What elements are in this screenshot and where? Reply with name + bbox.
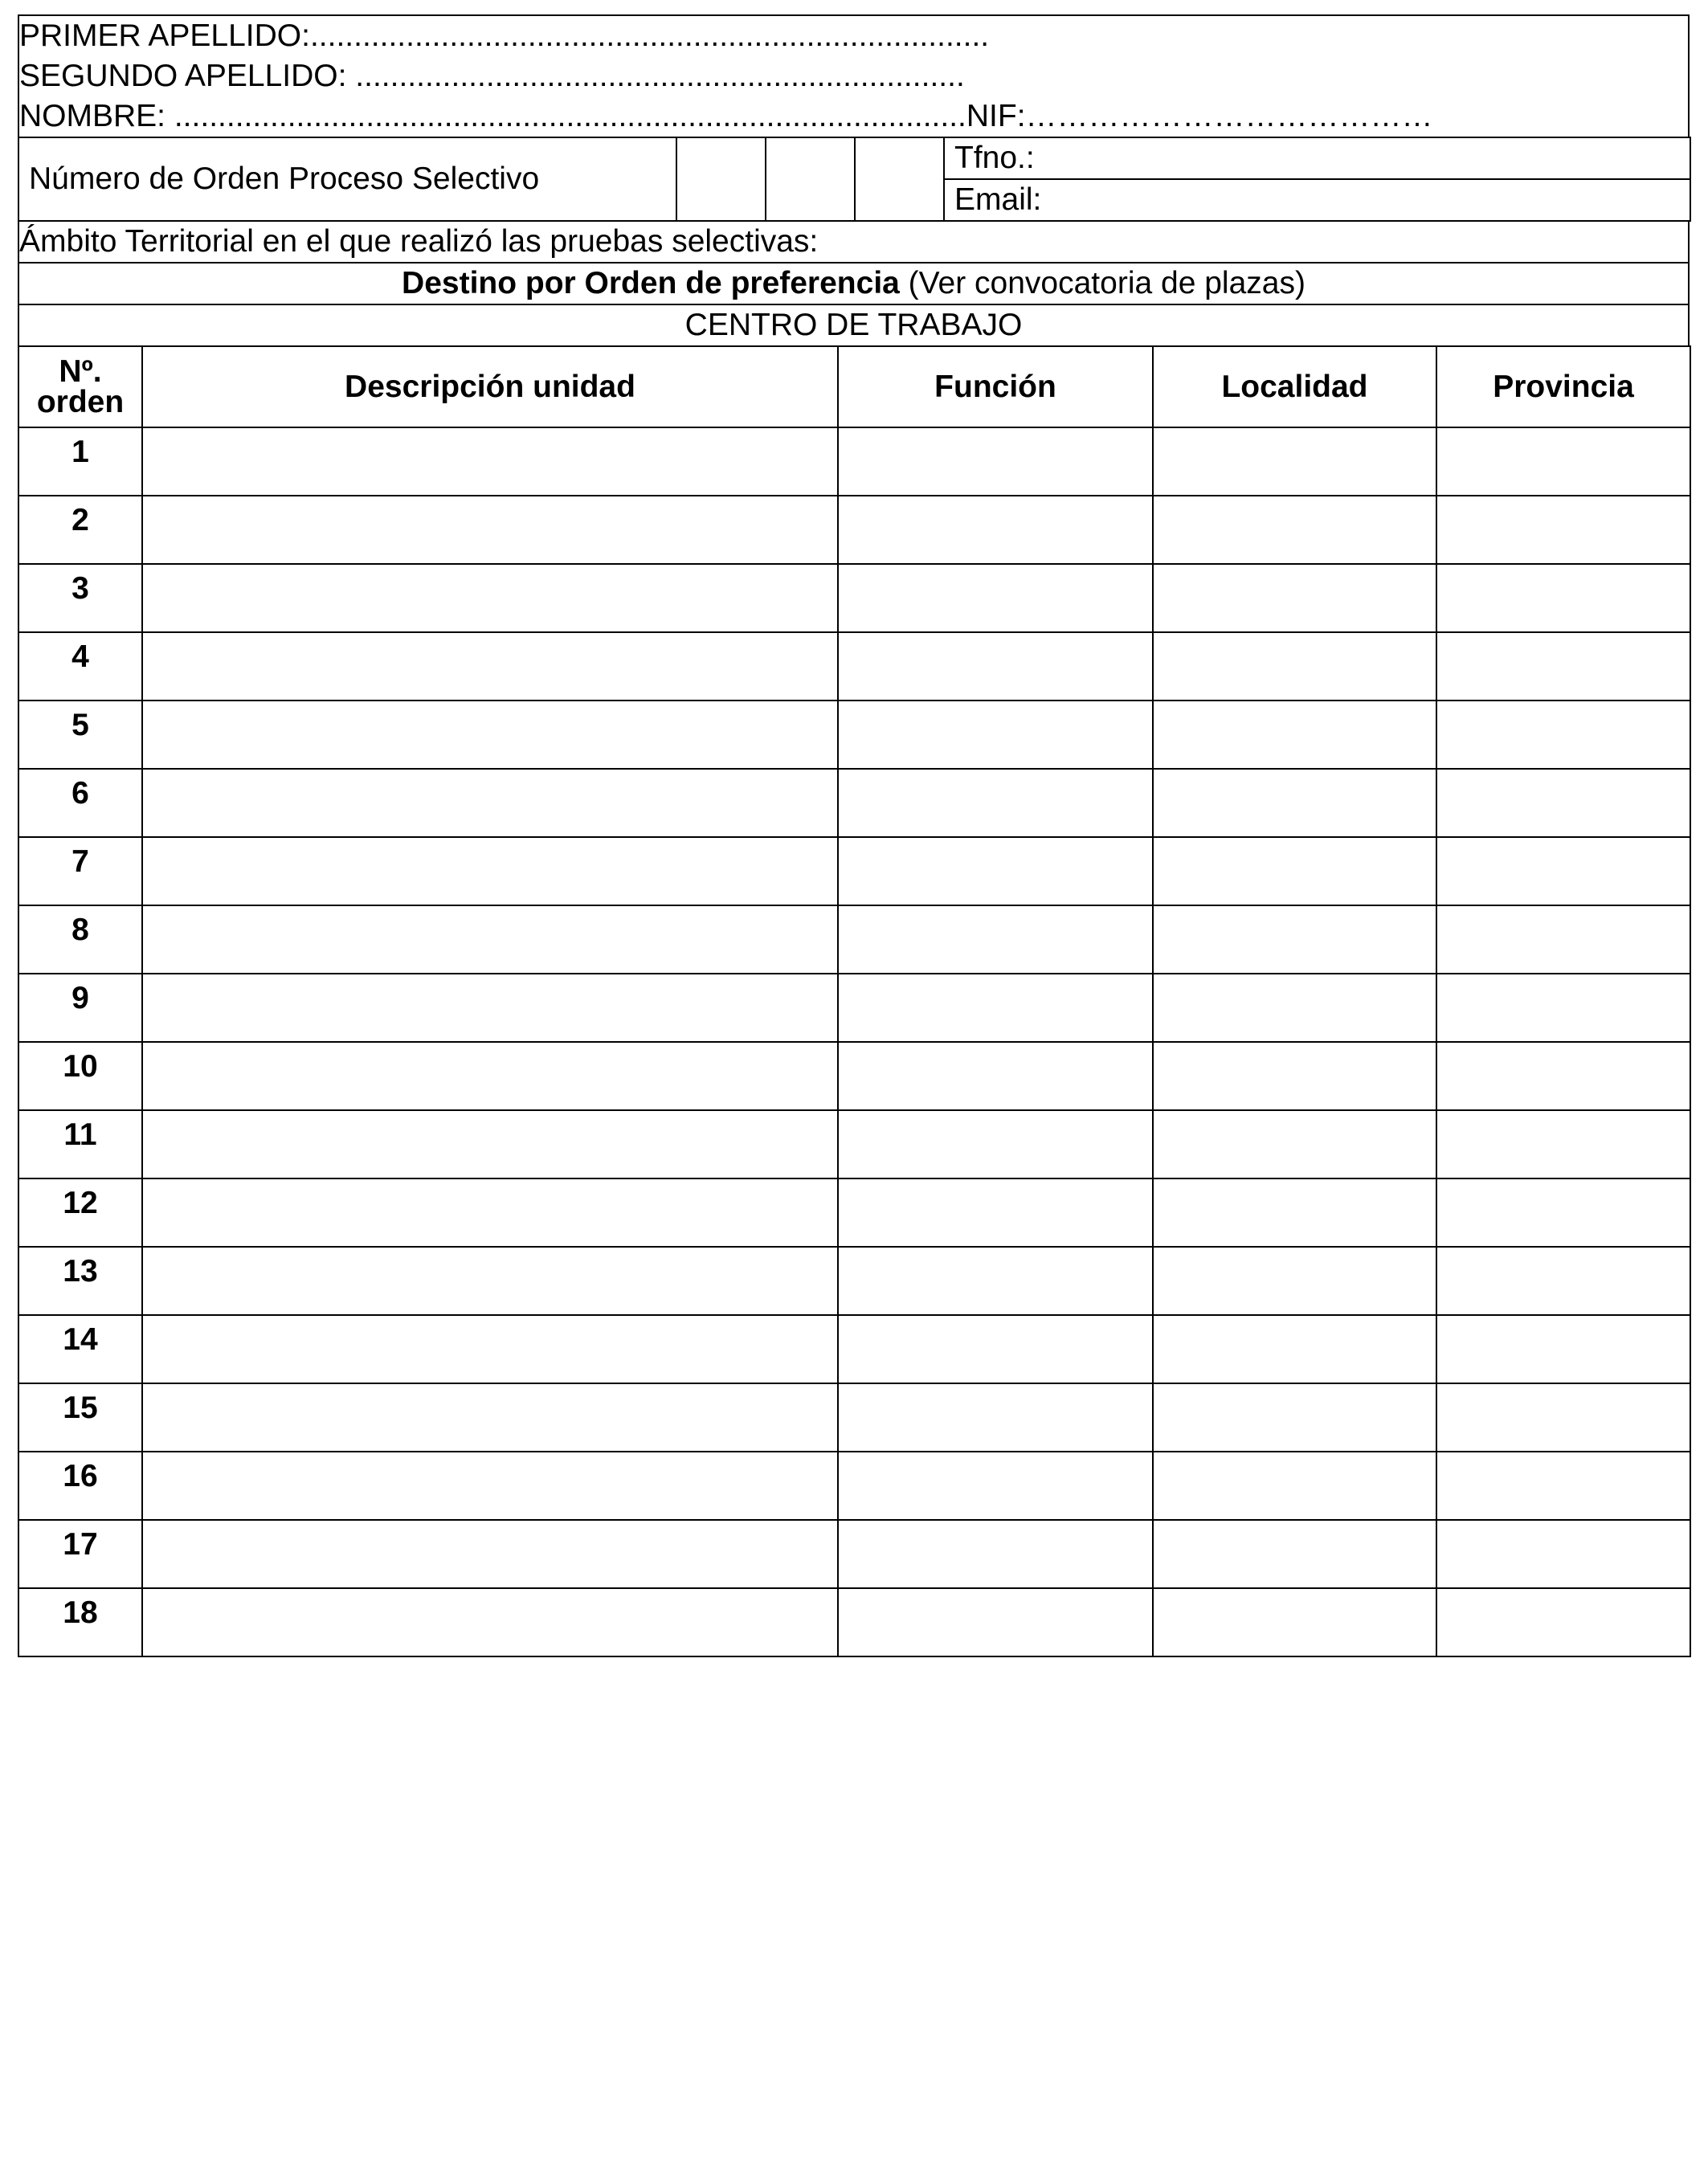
localidad-cell[interactable] xyxy=(1153,769,1436,837)
table-row xyxy=(18,1315,1690,1383)
descripcion-cell[interactable] xyxy=(142,1315,838,1383)
funcion-cell[interactable] xyxy=(838,1110,1153,1178)
destination-preference-form xyxy=(18,14,1690,1657)
provincia-cell[interactable] xyxy=(1436,1588,1690,1656)
provincia-cell[interactable] xyxy=(1436,1315,1690,1383)
centro-trabajo-title: CENTRO DE TRABAJO xyxy=(18,304,1689,346)
table-row xyxy=(18,1452,1690,1520)
table-row xyxy=(18,564,1690,632)
header-descripcion: Descripción unidad xyxy=(142,346,838,427)
descripcion-cell[interactable] xyxy=(142,564,838,632)
table-row xyxy=(18,1110,1690,1178)
provincia-cell[interactable] xyxy=(1436,1383,1690,1452)
funcion-cell[interactable] xyxy=(838,1247,1153,1315)
row-number: 2 xyxy=(18,496,142,564)
header-orden-line1: Nº. xyxy=(59,353,102,389)
descripcion-cell[interactable] xyxy=(142,905,838,974)
localidad-cell[interactable] xyxy=(1153,1178,1436,1247)
table-row xyxy=(18,1178,1690,1247)
funcion-cell[interactable] xyxy=(838,427,1153,496)
localidad-cell[interactable] xyxy=(1153,1110,1436,1178)
provincia-cell[interactable] xyxy=(1436,1042,1690,1110)
segundo-apellido-field[interactable]: SEGUNDO APELLIDO: ...................................................................... xyxy=(19,59,965,93)
orden-digit-box-1[interactable] xyxy=(676,137,766,221)
descripcion-cell[interactable] xyxy=(142,1247,838,1315)
preference-table xyxy=(18,345,1691,1657)
row-number: 10 xyxy=(18,1042,142,1110)
header-provincia: Provincia xyxy=(1436,346,1690,427)
descripcion-cell[interactable] xyxy=(142,427,838,496)
table-row xyxy=(18,1588,1690,1656)
tfno-field[interactable]: Tfno.: xyxy=(944,137,1690,179)
identity-cell xyxy=(18,15,1689,137)
table-row xyxy=(18,1042,1690,1110)
table-row xyxy=(18,701,1690,769)
descripcion-cell[interactable] xyxy=(142,1520,838,1588)
row-number: 18 xyxy=(18,1588,142,1656)
provincia-cell[interactable] xyxy=(1436,427,1690,496)
table-row xyxy=(18,905,1690,974)
row-number: 11 xyxy=(18,1110,142,1178)
localidad-cell[interactable] xyxy=(1153,632,1436,701)
descripcion-cell[interactable] xyxy=(142,1383,838,1452)
descripcion-cell[interactable] xyxy=(142,837,838,905)
descripcion-cell[interactable] xyxy=(142,769,838,837)
destino-title xyxy=(18,263,1689,304)
table-row xyxy=(18,496,1690,564)
descripcion-cell[interactable] xyxy=(142,1452,838,1520)
identity-section xyxy=(18,14,1690,138)
funcion-cell[interactable] xyxy=(838,701,1153,769)
row-number: 15 xyxy=(18,1383,142,1452)
descripcion-cell[interactable] xyxy=(142,632,838,701)
provincia-cell[interactable] xyxy=(1436,701,1690,769)
localidad-cell[interactable] xyxy=(1153,1452,1436,1520)
provincia-cell[interactable] xyxy=(1436,564,1690,632)
destino-title-note: (Ver convocatoria de plazas) xyxy=(899,266,1306,300)
row-number: 6 xyxy=(18,769,142,837)
orden-digit-box-2[interactable] xyxy=(766,137,855,221)
table-row xyxy=(18,769,1690,837)
row-number: 1 xyxy=(18,427,142,496)
row-number: 5 xyxy=(18,701,142,769)
funcion-cell[interactable] xyxy=(838,1383,1153,1452)
ambito-territorial-field[interactable]: Ámbito Territorial en el que realizó las pruebas selectivas: xyxy=(18,221,1689,263)
provincia-cell[interactable] xyxy=(1436,1110,1690,1178)
descripcion-cell[interactable] xyxy=(142,701,838,769)
localidad-cell[interactable] xyxy=(1153,1383,1436,1452)
row-number: 9 xyxy=(18,974,142,1042)
descripcion-cell[interactable] xyxy=(142,1178,838,1247)
funcion-cell[interactable] xyxy=(838,1178,1153,1247)
row-number: 12 xyxy=(18,1178,142,1247)
funcion-cell[interactable] xyxy=(838,632,1153,701)
destino-title-bold: Destino por Orden de preferencia xyxy=(402,266,900,300)
provincia-cell[interactable] xyxy=(1436,496,1690,564)
localidad-cell[interactable] xyxy=(1153,701,1436,769)
provincia-cell[interactable] xyxy=(1436,632,1690,701)
funcion-cell[interactable] xyxy=(838,1042,1153,1110)
provincia-cell[interactable] xyxy=(1436,1520,1690,1588)
descripcion-cell[interactable] xyxy=(142,1588,838,1656)
table-row xyxy=(18,1247,1690,1315)
localidad-cell[interactable] xyxy=(1153,974,1436,1042)
orden-digit-box-3[interactable] xyxy=(855,137,944,221)
header-orden-line2: orden xyxy=(36,384,125,419)
provincia-cell[interactable] xyxy=(1436,1247,1690,1315)
header-orden xyxy=(18,346,142,427)
funcion-cell[interactable] xyxy=(838,1588,1153,1656)
proceso-section xyxy=(18,137,1691,222)
localidad-cell[interactable] xyxy=(1153,427,1436,496)
localidad-cell[interactable] xyxy=(1153,1588,1436,1656)
descripcion-cell[interactable] xyxy=(142,974,838,1042)
localidad-cell[interactable] xyxy=(1153,1042,1436,1110)
funcion-cell[interactable] xyxy=(838,905,1153,974)
localidad-cell[interactable] xyxy=(1153,564,1436,632)
table-row xyxy=(18,974,1690,1042)
row-number: 16 xyxy=(18,1452,142,1520)
funcion-cell[interactable] xyxy=(838,1520,1153,1588)
localidad-cell[interactable] xyxy=(1153,1520,1436,1588)
email-field[interactable]: Email: xyxy=(944,179,1690,221)
provincia-cell[interactable] xyxy=(1436,769,1690,837)
localidad-cell[interactable] xyxy=(1153,1247,1436,1315)
localidad-cell[interactable] xyxy=(1153,837,1436,905)
provincia-cell[interactable] xyxy=(1436,1452,1690,1520)
nombre-nif-field[interactable]: NOMBRE: ...........................................................................................NIF:………………………………… xyxy=(19,99,1433,133)
row-number: 14 xyxy=(18,1315,142,1383)
row-number: 13 xyxy=(18,1247,142,1315)
descripcion-cell[interactable] xyxy=(142,1110,838,1178)
row-number: 4 xyxy=(18,632,142,701)
primer-apellido-field[interactable]: PRIMER APELLIDO:.............................................................................. xyxy=(19,18,990,53)
descripcion-cell[interactable] xyxy=(142,496,838,564)
localidad-cell[interactable] xyxy=(1153,905,1436,974)
table-row xyxy=(18,1383,1690,1452)
funcion-cell[interactable] xyxy=(838,974,1153,1042)
provincia-cell[interactable] xyxy=(1436,1178,1690,1247)
funcion-cell[interactable] xyxy=(838,837,1153,905)
header-rows xyxy=(18,220,1690,347)
table-header-row xyxy=(18,346,1690,427)
row-number: 7 xyxy=(18,837,142,905)
funcion-cell[interactable] xyxy=(838,1452,1153,1520)
row-number: 3 xyxy=(18,564,142,632)
table-row xyxy=(18,837,1690,905)
descripcion-cell[interactable] xyxy=(142,1042,838,1110)
provincia-cell[interactable] xyxy=(1436,837,1690,905)
funcion-cell[interactable] xyxy=(838,496,1153,564)
table-row xyxy=(18,427,1690,496)
table-body xyxy=(18,427,1690,1656)
numero-orden-label: Número de Orden Proceso Selectivo xyxy=(18,137,676,221)
funcion-cell[interactable] xyxy=(838,1315,1153,1383)
funcion-cell[interactable] xyxy=(838,564,1153,632)
header-localidad: Localidad xyxy=(1153,346,1436,427)
table-row xyxy=(18,1520,1690,1588)
localidad-cell[interactable] xyxy=(1153,496,1436,564)
localidad-cell[interactable] xyxy=(1153,1315,1436,1383)
provincia-cell[interactable] xyxy=(1436,905,1690,974)
table-row xyxy=(18,632,1690,701)
row-number: 8 xyxy=(18,905,142,974)
header-funcion: Función xyxy=(838,346,1153,427)
provincia-cell[interactable] xyxy=(1436,974,1690,1042)
funcion-cell[interactable] xyxy=(838,769,1153,837)
row-number: 17 xyxy=(18,1520,142,1588)
